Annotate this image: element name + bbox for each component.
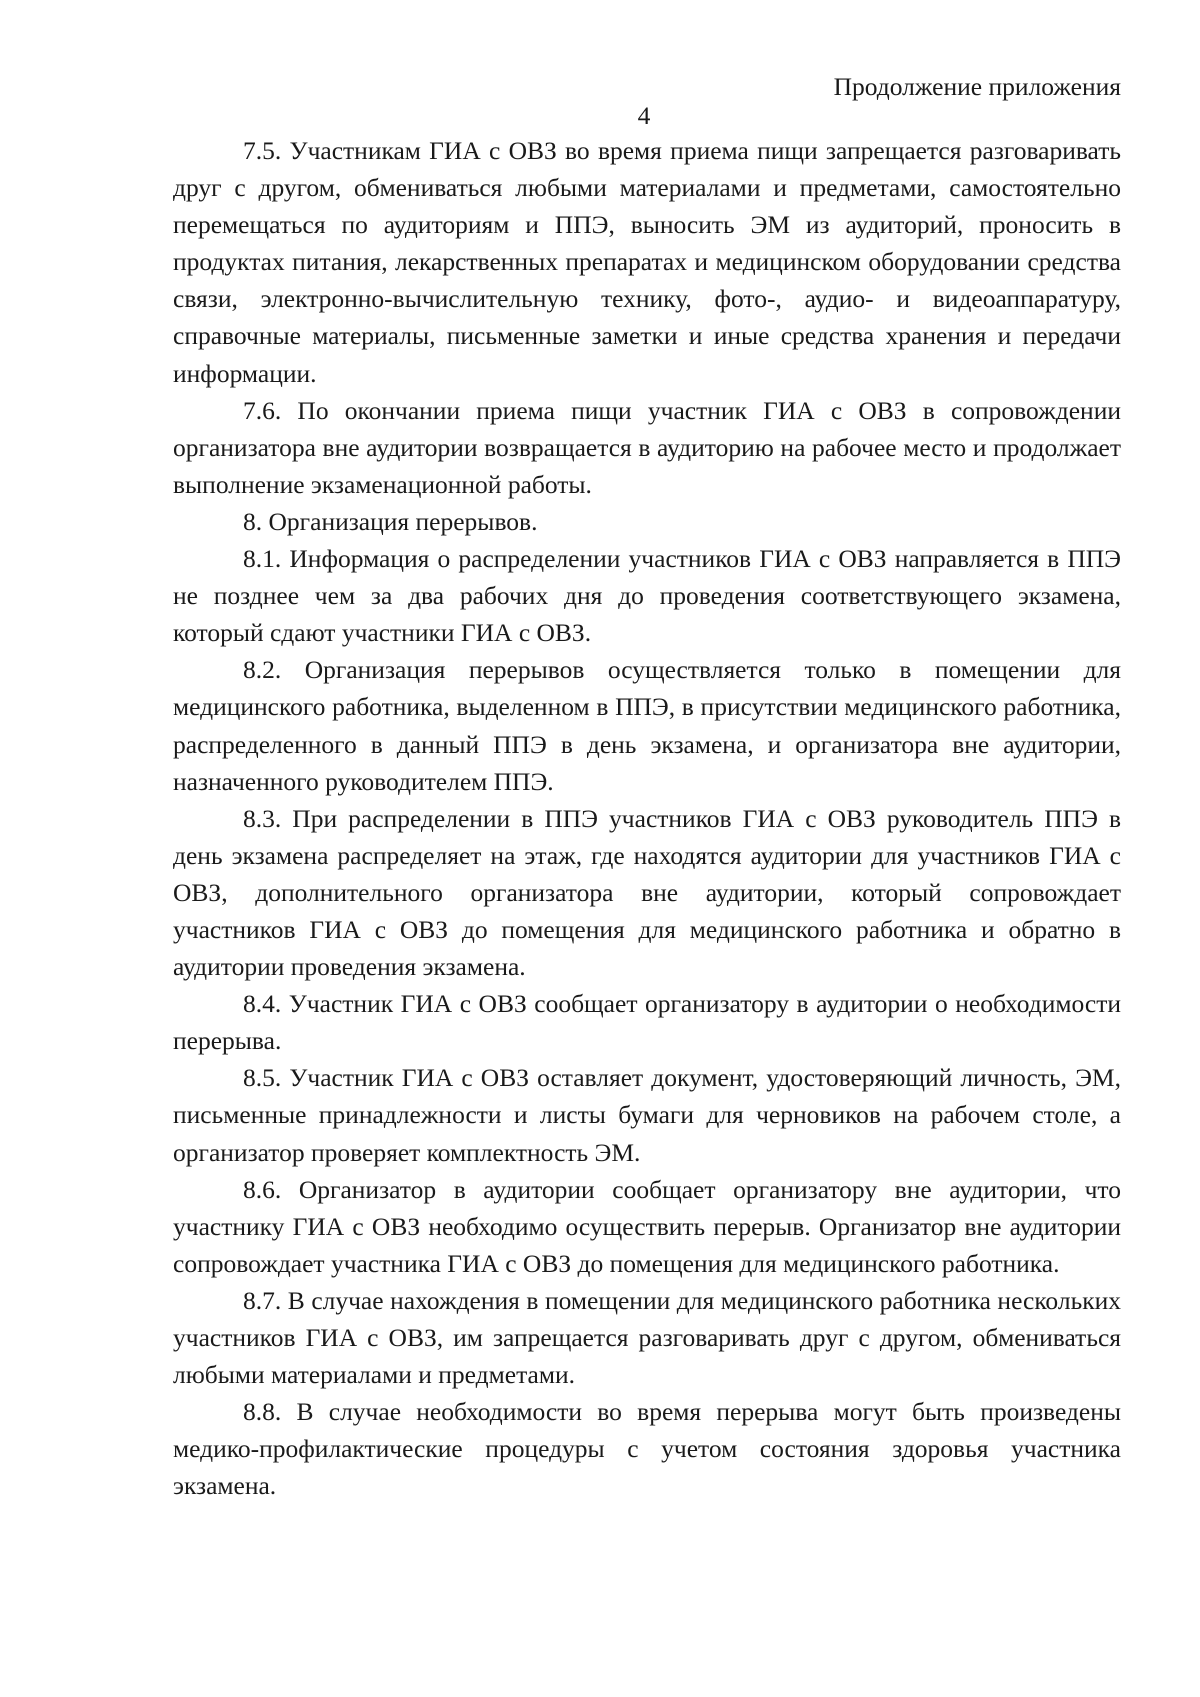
paragraph-7-6: 7.6. По окончании приема пищи участник ГИА с ОВЗ в сопровождении организатора вне аудитории возвращается в аудиторию на рабочее место и продолжает выполнение экзаменационной работы.: [173, 395, 1121, 499]
paragraph-8-1: 8.1. Информация о распределении участников ГИА с ОВЗ направляется в ППЭ не позднее чем за два рабочих дня до проведения соответствующего экзамена, который сдают участники ГИА с ОВЗ.: [173, 544, 1121, 648]
paragraph-7-5: 7.5. Участникам ГИА с ОВЗ во время приема пищи запрещается разговаривать друг с другом, обмениваться любыми материалами и предметами, самостоятельно перемещаться по аудиториям и ППЭ, выносить ЭМ из аудиторий, проносить в продуктах питания, лекарственных препаратах и медицинском оборудовании средства связи, электронно-вычислительную технику, фото-, аудио- и видеоаппаратуру, справочные материалы, письменные заметки и иные средства хранения и передачи информации.: [173, 136, 1121, 388]
paragraph-8-8: 8.8. В случае необходимости во время перерыва могут быть произведены медико-профилактические процедуры с учетом состояния здоровья участника экзамена.: [173, 1397, 1121, 1501]
paragraph-8-5: 8.5. Участник ГИА с ОВЗ оставляет документ, удостоверяющий личность, ЭМ, письменные принадлежности и листы бумаги для черновиков на рабочем столе, а организатор проверяет комплектность ЭМ.: [173, 1063, 1121, 1167]
appendix-continuation-note: Продолжение приложения: [833, 72, 1121, 101]
document-body: [173, 132, 1121, 1504]
paragraph-8-2: 8.2. Организация перерывов осуществляется только в помещении для медицинского работника, выделенном в ППЭ, в присутствии медицинского работника, распределенного в данный ППЭ в день экзамена, и организатора вне аудитории, назначенного руководителем ППЭ.: [173, 655, 1121, 796]
section-heading-8: 8. Организация перерывов.: [243, 506, 538, 536]
paragraph-8-4: 8.4. Участник ГИА с ОВЗ сообщает организатору в аудитории о необходимости перерыва.: [173, 989, 1121, 1056]
paragraph-8-7: 8.7. В случае нахождения в помещении для медицинского работника нескольких участников ГИА с ОВЗ, им запрещается разговаривать друг с другом, обмениваться любыми материалами и предметами.: [173, 1285, 1121, 1390]
paragraph-8-6: 8.6. Организатор в аудитории сообщает организатору вне аудитории, что участнику ГИА с ОВЗ необходимо осуществить перерыв. Организатор вне аудитории сопровождает участника ГИА с ОВЗ до помещения для медицинского работника.: [173, 1174, 1121, 1278]
page-number: 4: [637, 101, 651, 130]
paragraph-8-3: 8.3. При распределении в ППЭ участников ГИА с ОВЗ руководитель ППЭ в день экзамена распределяет на этаж, где находятся аудитории для участников ГИА с ОВЗ, дополнительного организатора вне аудитории, который сопровождает участников ГИА с ОВЗ до помещения для медицинского работника и обратно в аудитории проведения экзамена.: [173, 803, 1121, 982]
